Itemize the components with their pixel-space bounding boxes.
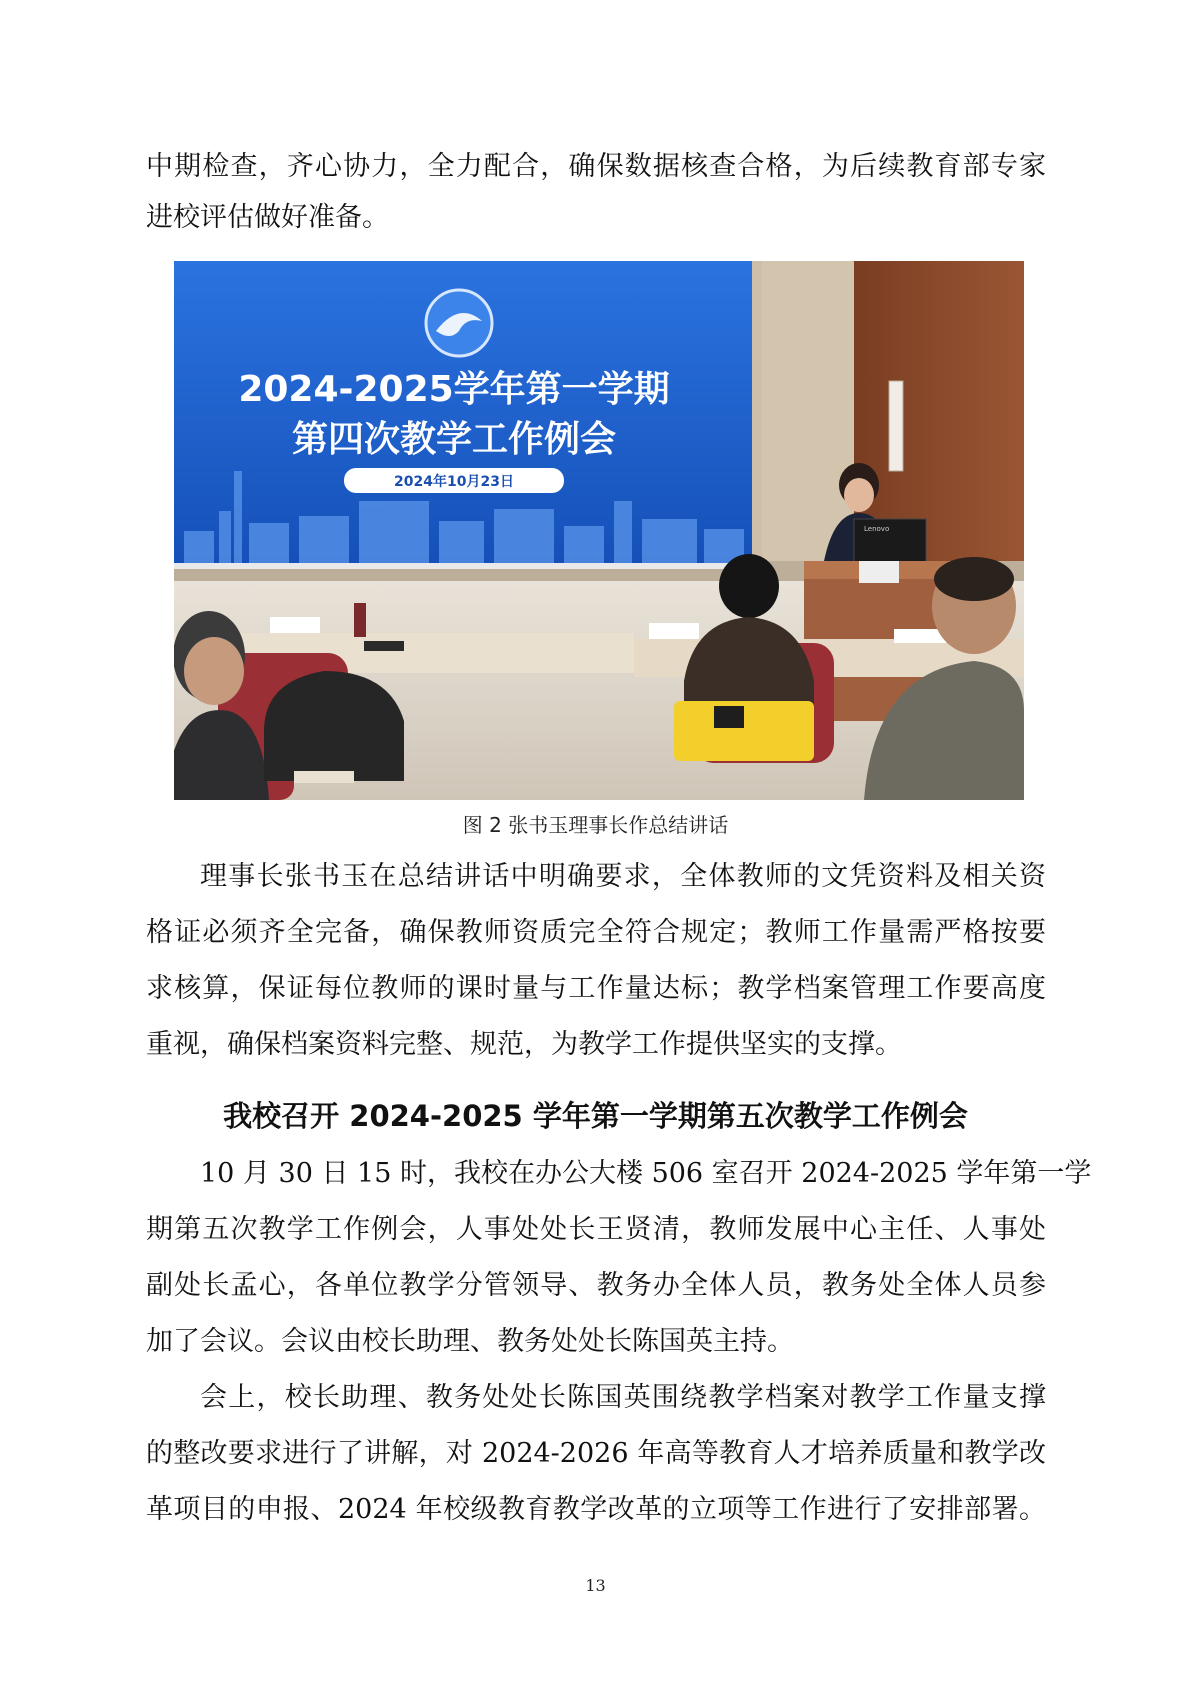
paragraph-line: 理事长张书玉在总结讲话中明确要求，全体教师的文凭资料及相关资 (200, 861, 1046, 892)
paragraph-line: 的整改要求进行了讲解，对 2024-2026 年高等教育人才培养质量和教学改 (146, 1438, 1046, 1469)
page-number: 13 (585, 1576, 606, 1595)
paragraph-line: 格证必须齐全完备，确保教师资质完全符合规定；教师工作量需严格按要 (146, 917, 1046, 948)
intro-line: 中期检查，齐心协力，全力配合，确保数据核查合格，为后续教育部专家 (146, 151, 1046, 182)
paragraph-line: 重视，确保档案资料完整、规范，为教学工作提供坚实的支撑。 (146, 1029, 902, 1060)
figure-caption: 图 2 张书玉理事长作总结讲话 (462, 813, 729, 837)
intro-line: 进校评估做好准备。 (146, 202, 389, 233)
paragraph-line: 革项目的申报、2024 年校级教育教学改革的立项等工作进行了安排部署。 (146, 1494, 1046, 1525)
paragraph-line: 加了会议。会议由校长助理、教务处处长陈国英主持。 (146, 1326, 794, 1357)
monitor-brand: Lenovo (864, 525, 890, 533)
screen-title-line2: 第四次教学工作例会 (291, 419, 617, 460)
screen-title-line1: 2024-2025学年第一学期 (238, 369, 670, 410)
paragraph-line: 10 月 30 日 15 时，我校在办公大楼 506 室召开 2024-2025 学年第一学 (200, 1158, 1092, 1189)
paragraph-line: 期第五次教学工作例会，人事处处长王贤清，教师发展中心主任、人事处 (146, 1214, 1046, 1245)
paragraph-line: 副处长孟心，各单位教学分管领导、教务办全体人员，教务处全体人员参 (146, 1270, 1046, 1301)
paragraph-line: 会上，校长助理、教务处处长陈国英围绕教学档案对教学工作量支撑 (200, 1382, 1046, 1413)
screen-date: 2024年10月23日 (394, 474, 514, 490)
meeting-photo (174, 261, 1024, 800)
section-heading: 我校召开 2024-2025 学年第一学期第五次教学工作例会 (223, 1099, 968, 1133)
paragraph-line: 求核算，保证每位教师的课时量与工作量达标；教学档案管理工作要高度 (146, 973, 1046, 1004)
